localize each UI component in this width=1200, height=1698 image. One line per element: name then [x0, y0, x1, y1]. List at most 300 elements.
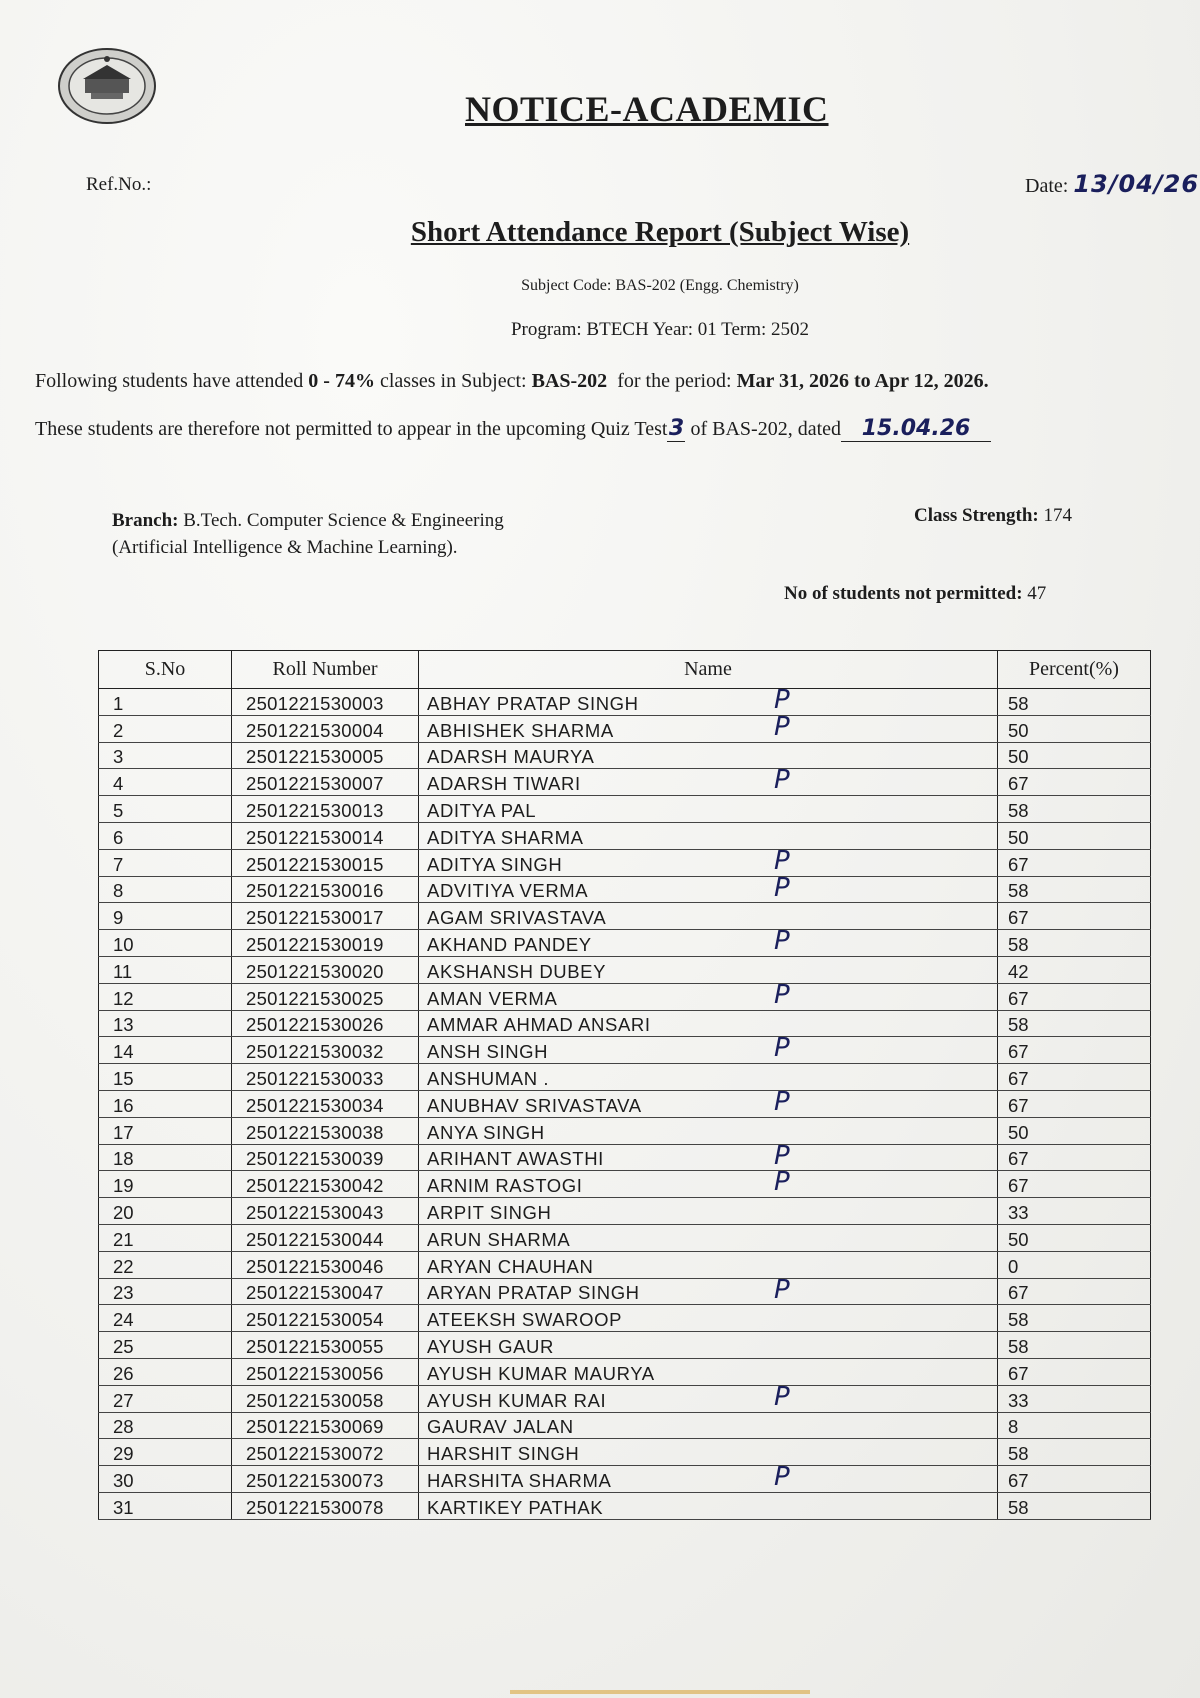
present-mark-handwritten: P — [774, 1140, 791, 1171]
cell-name-text: AYUSH GAUR — [427, 1335, 554, 1357]
cell-percent — [998, 822, 1151, 849]
branch-info — [112, 507, 582, 561]
cell-percent — [998, 1037, 1151, 1064]
cell-name — [419, 1117, 998, 1144]
cell-roll-number-text: 2501221530034 — [246, 1094, 384, 1116]
cell-roll-number — [232, 983, 419, 1010]
cell-name — [419, 742, 998, 769]
cell-name — [419, 796, 998, 823]
present-mark-handwritten: P — [774, 1086, 791, 1117]
present-mark-handwritten: P — [774, 1167, 791, 1198]
cell-sno-text: 4 — [113, 773, 124, 795]
cell-roll-number — [232, 1064, 419, 1091]
cell-percent — [998, 1492, 1151, 1519]
cell-percent-text: 67 — [1008, 1362, 1029, 1384]
cell-name-text: AMAN VERMA — [427, 987, 558, 1009]
present-mark-handwritten: P — [774, 685, 791, 715]
cell-percent — [998, 769, 1151, 796]
table-row — [99, 742, 1151, 769]
cell-percent — [998, 983, 1151, 1010]
cell-name-text: ARIHANT AWASTHI — [427, 1148, 604, 1170]
cell-roll-number — [232, 1412, 419, 1439]
present-mark-handwritten: P — [774, 1462, 791, 1493]
table-row — [99, 822, 1151, 849]
cell-percent — [998, 849, 1151, 876]
cell-name-text: ADITYA SHARMA — [427, 826, 584, 848]
date-label: Date: — [1025, 175, 1069, 197]
cell-percent-text: 67 — [1008, 907, 1029, 929]
cell-name — [419, 903, 998, 930]
period-range: Mar 31, 2026 to Apr 12, 2026. — [736, 370, 989, 392]
cell-roll-number-text: 2501221530033 — [246, 1067, 384, 1089]
cell-roll-number — [232, 876, 419, 903]
cell-percent — [998, 1278, 1151, 1305]
cell-roll-number — [232, 1439, 419, 1466]
attendance-range: 0 - 74% — [308, 370, 375, 392]
table-row — [99, 876, 1151, 903]
table-row — [99, 1064, 1151, 1091]
cell-roll-number-text: 2501221530056 — [246, 1362, 384, 1384]
cell-percent-text: 67 — [1008, 1282, 1029, 1304]
cell-roll-number-text: 2501221530058 — [246, 1389, 384, 1411]
cell-name — [419, 1064, 998, 1091]
cell-roll-number-text: 2501221530054 — [246, 1309, 384, 1331]
cell-name — [419, 765, 998, 796]
cell-sno — [99, 1224, 232, 1251]
cell-name — [419, 1010, 998, 1037]
cell-sno-text: 18 — [113, 1148, 134, 1170]
cell-name — [419, 1274, 998, 1305]
cell-roll-number-text: 2501221530005 — [246, 746, 384, 768]
cell-name-text: ARUN SHARMA — [427, 1228, 571, 1250]
cell-percent — [998, 876, 1151, 903]
cell-roll-number — [232, 1224, 419, 1251]
cell-roll-number-text: 2501221530026 — [246, 1014, 384, 1036]
cell-sno-text: 8 — [113, 880, 124, 902]
table-row — [99, 956, 1151, 983]
cell-roll-number-text: 2501221530043 — [246, 1201, 384, 1223]
cell-sno — [99, 930, 232, 957]
cell-name — [419, 956, 998, 983]
cell-name-text: AYUSH KUMAR MAURYA — [427, 1362, 655, 1384]
cell-name-text: AKHAND PANDEY — [427, 933, 592, 955]
quiz-number-handwritten: 3 — [668, 416, 685, 441]
cell-sno-text: 5 — [113, 799, 124, 821]
cell-sno — [99, 1358, 232, 1385]
cell-sno — [99, 1385, 232, 1412]
cell-sno — [99, 849, 232, 876]
table-row — [99, 796, 1151, 823]
cell-sno-text: 11 — [113, 960, 133, 982]
cell-percent — [998, 1064, 1151, 1091]
cell-percent-text: 67 — [1008, 1094, 1029, 1116]
cell-percent-text: 58 — [1008, 933, 1029, 955]
quiz-date-handwritten: 15.04.26 — [861, 416, 971, 441]
column-header-sno: S.No — [99, 651, 232, 689]
cell-sno-text: 2 — [113, 719, 124, 741]
not-permitted-count — [784, 583, 1046, 605]
cell-percent-text: 67 — [1008, 853, 1029, 875]
cell-name-text: KARTIKEY PATHAK — [427, 1496, 604, 1518]
present-mark-handwritten: P — [774, 711, 791, 742]
attendance-statement — [35, 370, 989, 393]
cell-sno-text: 3 — [113, 746, 124, 768]
cell-sno-text: 31 — [113, 1496, 134, 1518]
cell-roll-number-text: 2501221530039 — [246, 1148, 384, 1170]
table-row — [99, 769, 1151, 796]
cell-sno — [99, 1412, 232, 1439]
cell-percent — [998, 1198, 1151, 1225]
cell-roll-number — [232, 849, 419, 876]
cell-name — [419, 1033, 998, 1064]
cell-percent — [998, 930, 1151, 957]
cell-name — [419, 1305, 998, 1332]
cell-percent-text: 50 — [1008, 746, 1029, 768]
cell-name — [419, 872, 998, 903]
cell-name-text: ADARSH MAURYA — [427, 746, 595, 768]
cell-name-text: HARSHITA SHARMA — [427, 1469, 612, 1491]
cell-roll-number — [232, 1144, 419, 1171]
ref-label: Ref.No.: — [86, 174, 152, 195]
cell-roll-number — [232, 1010, 419, 1037]
present-mark-handwritten: P — [774, 872, 791, 903]
cell-sno-text: 17 — [113, 1121, 134, 1143]
cell-sno-text: 12 — [113, 987, 134, 1009]
cell-sno-text: 30 — [113, 1469, 134, 1491]
cell-sno-text: 28 — [113, 1416, 134, 1438]
cell-percent-text: 58 — [1008, 1309, 1029, 1331]
cell-roll-number-text: 2501221530032 — [246, 1041, 384, 1063]
cell-name — [419, 1492, 998, 1519]
cell-name — [419, 1439, 998, 1466]
cell-sno-text: 13 — [113, 1014, 134, 1036]
cell-name-text: AMMAR AHMAD ANSARI — [427, 1014, 651, 1036]
cell-sno — [99, 1090, 232, 1117]
restriction-statement — [35, 416, 991, 442]
table-row — [99, 1117, 1151, 1144]
cell-sno-text: 21 — [113, 1228, 134, 1250]
cell-percent — [998, 1439, 1151, 1466]
cell-percent-text: 58 — [1008, 1014, 1029, 1036]
branch-value: B.Tech. Computer Science & Engineering (Artificial Intelligence & Machine Learning). — [112, 510, 504, 558]
cell-percent — [998, 1385, 1151, 1412]
cell-percent-text: 67 — [1008, 1148, 1029, 1170]
cell-roll-number — [232, 769, 419, 796]
cell-roll-number-text: 2501221530013 — [246, 799, 384, 821]
table-row — [99, 1332, 1151, 1359]
table-row — [99, 1198, 1151, 1225]
cell-percent — [998, 1224, 1151, 1251]
table-row — [99, 1439, 1151, 1466]
cell-roll-number — [232, 796, 419, 823]
cell-name-text: ADITYA PAL — [427, 799, 537, 821]
cell-sno — [99, 769, 232, 796]
cell-percent — [998, 1412, 1151, 1439]
present-mark-handwritten: P — [774, 1274, 791, 1305]
table-row — [99, 1090, 1151, 1117]
cell-sno — [99, 715, 232, 742]
present-mark-handwritten: P — [774, 1381, 791, 1412]
cell-percent-text: 58 — [1008, 799, 1029, 821]
cell-percent-text: 67 — [1008, 1469, 1029, 1491]
cell-name — [419, 685, 998, 716]
cell-sno-text: 24 — [113, 1309, 134, 1331]
cell-percent — [998, 1010, 1151, 1037]
cell-roll-number-text: 2501221530044 — [246, 1228, 384, 1250]
table-row — [99, 689, 1151, 716]
statement-text: Following students have attended — [35, 370, 309, 392]
cell-sno — [99, 903, 232, 930]
cell-roll-number-text: 2501221530007 — [246, 773, 384, 795]
cell-roll-number-text: 2501221530069 — [246, 1416, 384, 1438]
not-permitted-label: No of students not permitted: — [784, 583, 1023, 604]
cell-roll-number-text: 2501221530025 — [246, 987, 384, 1009]
cell-roll-number — [232, 903, 419, 930]
attendance-table — [98, 650, 1151, 1520]
cell-roll-number-text: 2501221530078 — [246, 1496, 384, 1518]
cell-percent-text: 50 — [1008, 826, 1029, 848]
cell-percent — [998, 796, 1151, 823]
cell-roll-number — [232, 689, 419, 716]
cell-roll-number-text: 2501221530020 — [246, 960, 384, 982]
cell-percent-text: 50 — [1008, 1228, 1029, 1250]
cell-sno — [99, 689, 232, 716]
class-strength — [914, 505, 1072, 527]
cell-name-text: GAURAV JALAN — [427, 1416, 574, 1438]
cell-percent — [998, 689, 1151, 716]
statement-text: These students are therefore not permitted to appear in the upcoming Quiz Test — [35, 418, 668, 440]
cell-sno-text: 10 — [113, 933, 134, 955]
cell-percent-text: 67 — [1008, 1041, 1029, 1063]
cell-roll-number — [232, 1385, 419, 1412]
cell-sno-text: 14 — [113, 1041, 134, 1063]
table-row — [99, 1144, 1151, 1171]
cell-sno — [99, 876, 232, 903]
cell-roll-number — [232, 1090, 419, 1117]
cell-percent-text: 50 — [1008, 719, 1029, 741]
cell-sno-text: 1 — [113, 692, 124, 714]
table-row — [99, 1278, 1151, 1305]
cell-sno — [99, 956, 232, 983]
cell-name — [419, 979, 998, 1010]
table-row — [99, 1224, 1151, 1251]
cell-name-text: AYUSH KUMAR RAI — [427, 1389, 607, 1411]
present-mark-handwritten: P — [774, 845, 791, 876]
cell-name-text: ANUBHAV SRIVASTAVA — [427, 1094, 642, 1116]
cell-sno-text: 23 — [113, 1282, 134, 1304]
cell-name-text: ANSH SINGH — [427, 1041, 549, 1063]
cell-name-text: ABHISHEK SHARMA — [427, 719, 614, 741]
cell-percent — [998, 715, 1151, 742]
cell-name — [419, 1462, 998, 1493]
cell-sno — [99, 1305, 232, 1332]
cell-sno-text: 25 — [113, 1335, 134, 1357]
subject-code-bold: BAS-202 — [531, 370, 608, 392]
cell-percent-text: 8 — [1008, 1416, 1019, 1438]
cell-percent-text: 42 — [1008, 960, 1029, 982]
cell-name-text: ADARSH TIWARI — [427, 773, 581, 795]
cell-name — [419, 1332, 998, 1359]
cell-name — [419, 1086, 998, 1117]
cell-roll-number-text: 2501221530047 — [246, 1282, 384, 1304]
cell-name-text: ARYAN CHAUHAN — [427, 1255, 594, 1277]
column-header-percent: Percent(%) — [998, 651, 1151, 689]
cell-sno-text: 20 — [113, 1201, 134, 1223]
program-info: Program: BTECH Year: 01 Term: 2502 — [510, 319, 810, 340]
table-row — [99, 849, 1151, 876]
cell-roll-number-text: 2501221530015 — [246, 853, 384, 875]
cell-roll-number-text: 2501221530019 — [246, 933, 384, 955]
cell-name-text: HARSHIT SINGH — [427, 1443, 580, 1465]
cell-roll-number — [232, 956, 419, 983]
cell-sno — [99, 822, 232, 849]
cell-percent — [998, 956, 1151, 983]
ref-no — [86, 174, 151, 196]
cell-percent — [998, 1090, 1151, 1117]
cell-sno-text: 16 — [113, 1094, 134, 1116]
not-permitted-value: 47 — [1027, 583, 1047, 604]
cell-sno — [99, 1492, 232, 1519]
cell-percent-text: 33 — [1008, 1201, 1029, 1223]
cell-roll-number-text: 2501221530042 — [246, 1175, 384, 1197]
statement-text: for the period: — [607, 370, 737, 392]
cell-percent — [998, 1332, 1151, 1359]
cell-percent-text: 58 — [1008, 692, 1029, 714]
statement-text: classes in Subject: — [374, 370, 532, 392]
page-title: NOTICE-ACADEMIC — [465, 89, 829, 129]
cell-name-text: ADVITIYA VERMA — [427, 880, 589, 902]
cell-roll-number — [232, 1466, 419, 1493]
date — [1025, 170, 1199, 198]
strength-label: Class Strength: — [914, 505, 1039, 526]
cell-sno — [99, 1251, 232, 1278]
subject-code: Subject Code: BAS-202 (Engg. Chemistry) — [521, 277, 799, 294]
table-row — [99, 1358, 1151, 1385]
cell-percent-text: 33 — [1008, 1389, 1029, 1411]
cell-percent-text: 67 — [1008, 1067, 1029, 1089]
cell-name-text: AGAM SRIVASTAVA — [427, 907, 607, 929]
cell-roll-number — [232, 1492, 419, 1519]
cell-name — [419, 1224, 998, 1251]
cell-sno-text: 7 — [113, 853, 124, 875]
cell-sno-text: 9 — [113, 907, 124, 929]
cell-roll-number — [232, 1358, 419, 1385]
present-mark-handwritten: P — [774, 765, 791, 796]
cell-name — [419, 1358, 998, 1385]
cell-percent-text: 67 — [1008, 1175, 1029, 1197]
strength-value: 174 — [1043, 505, 1072, 526]
table-row — [99, 983, 1151, 1010]
cell-sno — [99, 983, 232, 1010]
cell-sno-text: 26 — [113, 1362, 134, 1384]
column-header-roll-number: Roll Number — [232, 651, 419, 689]
branch-label: Branch: — [112, 510, 179, 531]
cell-percent-text: 58 — [1008, 1335, 1029, 1357]
cell-sno — [99, 1010, 232, 1037]
cell-percent — [998, 1466, 1151, 1493]
cell-name — [419, 1140, 998, 1171]
cell-name-text: ANYA SINGH — [427, 1121, 545, 1143]
cell-roll-number — [232, 715, 419, 742]
table-row — [99, 1385, 1151, 1412]
cell-name — [419, 1167, 998, 1198]
cell-sno — [99, 742, 232, 769]
cell-name-text: ADITYA SINGH — [427, 853, 563, 875]
cell-roll-number — [232, 1198, 419, 1225]
cell-percent — [998, 1251, 1151, 1278]
table-row — [99, 1010, 1151, 1037]
cell-sno — [99, 1332, 232, 1359]
table-row — [99, 1037, 1151, 1064]
cell-roll-number-text: 2501221530016 — [246, 880, 384, 902]
cell-roll-number — [232, 1171, 419, 1198]
cell-sno — [99, 1117, 232, 1144]
cell-roll-number-text: 2501221530055 — [246, 1335, 384, 1357]
table-row — [99, 1305, 1151, 1332]
cell-name — [419, 845, 998, 876]
cell-roll-number-text: 2501221530004 — [246, 719, 384, 741]
cell-name-text: AKSHANSH DUBEY — [427, 960, 607, 982]
cell-sno — [99, 796, 232, 823]
cell-percent-text: 58 — [1008, 1443, 1029, 1465]
cell-roll-number-text: 2501221530017 — [246, 907, 384, 929]
cell-roll-number-text: 2501221530014 — [246, 826, 384, 848]
cell-percent-text: 58 — [1008, 880, 1029, 902]
table-row — [99, 1466, 1151, 1493]
cell-percent — [998, 742, 1151, 769]
cell-roll-number — [232, 1305, 419, 1332]
date-value-handwritten: 13/04/26 — [1073, 170, 1200, 198]
cell-sno — [99, 1198, 232, 1225]
cell-name — [419, 711, 998, 742]
cell-percent — [998, 1305, 1151, 1332]
cell-sno-text: 27 — [113, 1389, 134, 1411]
cell-percent — [998, 1171, 1151, 1198]
cell-name-text: ARYAN PRATAP SINGH — [427, 1282, 640, 1304]
cell-sno — [99, 1466, 232, 1493]
cell-percent-text: 67 — [1008, 773, 1029, 795]
cell-sno-text: 29 — [113, 1443, 134, 1465]
cell-roll-number-text: 2501221530073 — [246, 1469, 384, 1491]
cell-roll-number-text: 2501221530046 — [246, 1255, 384, 1277]
cell-percent-text: 58 — [1008, 1496, 1029, 1518]
cell-name-text: ATEEKSH SWAROOP — [427, 1309, 623, 1331]
cell-name — [419, 822, 998, 849]
cell-roll-number — [232, 1251, 419, 1278]
cell-roll-number — [232, 930, 419, 957]
table-row — [99, 930, 1151, 957]
cell-roll-number — [232, 822, 419, 849]
cell-name — [419, 1412, 998, 1439]
cell-sno-text: 22 — [113, 1255, 134, 1277]
table-row — [99, 1412, 1151, 1439]
cell-percent — [998, 903, 1151, 930]
cell-roll-number — [232, 742, 419, 769]
table-row — [99, 715, 1151, 742]
statement-text: of BAS-202, dated — [685, 418, 842, 440]
cell-sno — [99, 1064, 232, 1091]
cell-sno — [99, 1278, 232, 1305]
institute-seal-logo — [55, 45, 160, 127]
cell-percent — [998, 1117, 1151, 1144]
cell-roll-number-text: 2501221530038 — [246, 1121, 384, 1143]
cell-percent — [998, 1144, 1151, 1171]
present-mark-handwritten: P — [774, 1033, 791, 1064]
present-mark-handwritten: P — [774, 979, 791, 1010]
cell-sno — [99, 1171, 232, 1198]
present-mark-handwritten: P — [774, 926, 791, 957]
cell-name — [419, 1381, 998, 1412]
